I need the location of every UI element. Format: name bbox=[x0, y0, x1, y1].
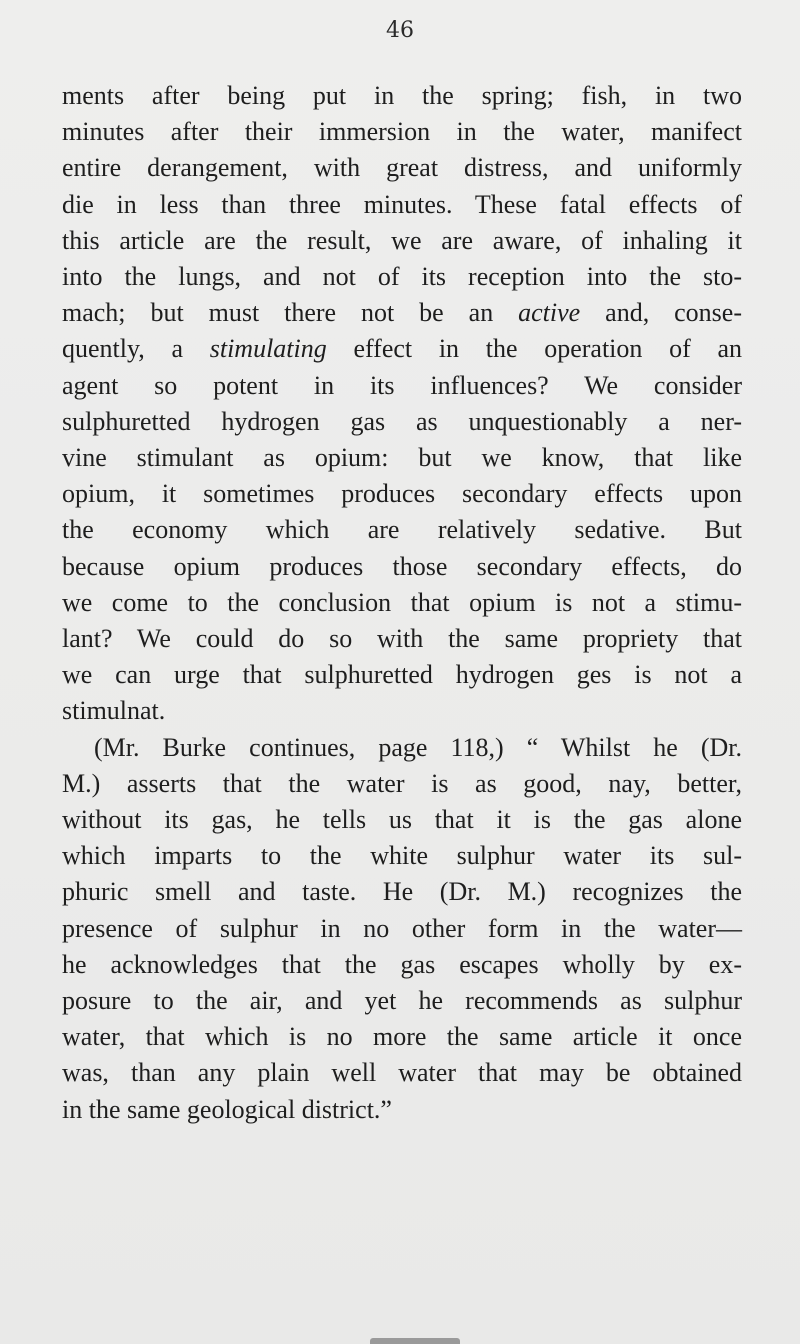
text-line: which imparts to the white sulphur water its sul- bbox=[62, 841, 742, 871]
text-segment: quently, a bbox=[62, 334, 210, 364]
text-line: water, that which is no more the same article it once bbox=[62, 1022, 742, 1052]
emphasis-active: active bbox=[518, 298, 581, 328]
text-line: agent so potent in its influences? We consider bbox=[62, 370, 742, 400]
text-line: posure to the air, and yet he recommends as sulphur bbox=[62, 986, 742, 1016]
text-line: (Mr. Burke continues, page 118,) “ Whilst he (Dr. bbox=[94, 732, 742, 762]
text-line: in the same geological district.” bbox=[62, 1094, 392, 1124]
text-line: lant? We could do so with the same propriety that bbox=[62, 624, 742, 654]
text-line: he acknowledges that the gas escapes wholly by ex- bbox=[62, 949, 742, 979]
text-line: we come to the conclusion that opium is not a stimu- bbox=[62, 587, 742, 617]
text-line: M.) asserts that the water is as good, nay, better, bbox=[62, 768, 742, 798]
page-number: 46 bbox=[386, 18, 414, 43]
text-line: stimulnat. bbox=[62, 696, 166, 726]
text-segment: and, conse- bbox=[580, 298, 742, 328]
text-segment: effect in the operation of an bbox=[326, 334, 742, 364]
text-line: minutes after their immersion in the water, manifect bbox=[62, 117, 742, 147]
text-line: opium, it sometimes produces secondary effects upon bbox=[62, 479, 742, 509]
text-line: this article are the result, we are aware, of inhaling it bbox=[62, 225, 742, 255]
text-line: into the lungs, and not of its reception into the sto- bbox=[62, 262, 742, 292]
text-line: was, than any plain well water that may be obtained bbox=[62, 1058, 742, 1088]
text-line-mixed bbox=[62, 295, 742, 331]
text-line: entire derangement, with great distress, and uniformly bbox=[62, 153, 742, 183]
text-line-mixed bbox=[62, 331, 742, 367]
text-line: presence of sulphur in no other form in the water— bbox=[62, 913, 742, 943]
page-edge-shadow bbox=[370, 1338, 460, 1344]
body-text bbox=[62, 78, 742, 1128]
emphasis-stimulating: stimulating bbox=[209, 334, 327, 364]
text-line: we can urge that sulphuretted hydrogen ges is not a bbox=[62, 660, 742, 690]
text-segment: mach; but must there not be an bbox=[62, 298, 519, 328]
text-line: die in less than three minutes. These fatal effects of bbox=[62, 189, 742, 219]
text-line: without its gas, he tells us that it is the gas alone bbox=[62, 805, 742, 835]
text-line: sulphuretted hydrogen gas as unquestionably a ner- bbox=[62, 406, 742, 436]
text-line: because opium produces those secondary effects, do bbox=[62, 551, 742, 581]
text-line: ments after being put in the spring; fish, in two bbox=[62, 81, 742, 110]
text-line: the economy which are relatively sedative. But bbox=[62, 515, 742, 545]
text-line: phuric smell and taste. He (Dr. M.) recognizes the bbox=[62, 877, 742, 907]
text-line: vine stimulant as opium: but we know, that like bbox=[62, 443, 742, 473]
